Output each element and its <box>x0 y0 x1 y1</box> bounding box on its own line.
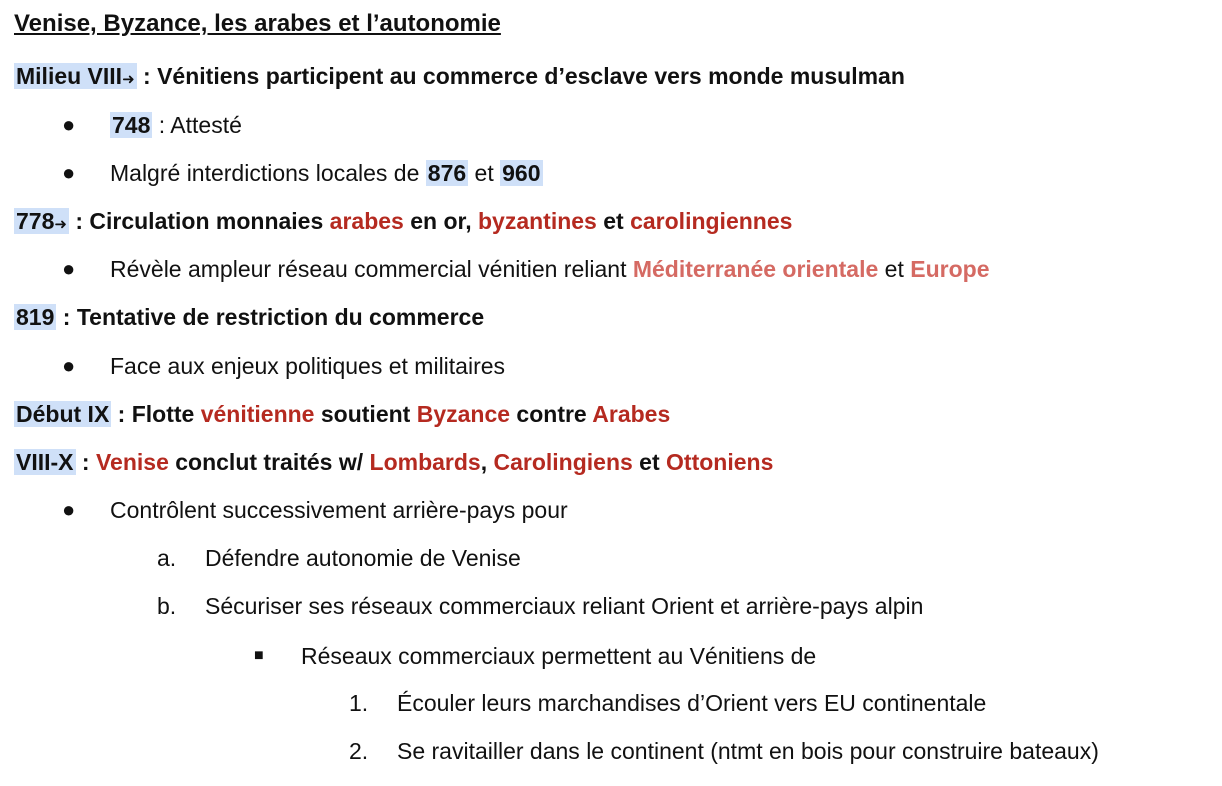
list-item: a. Défendre autonomie de Venise <box>157 545 521 571</box>
date-highlight: Milieu VIII➜ <box>16 63 135 89</box>
date-highlight: Début IX <box>16 401 110 427</box>
bullet-icon: ● <box>62 256 76 281</box>
arrow-icon: ➜ <box>54 216 67 233</box>
square-bullet-icon: ■ <box>254 647 264 664</box>
heading-viii-x: VIII-X : Venise conclut traités w/ Lombards, Carolingiens et Ottoniens <box>16 449 774 475</box>
bullet-icon: ● <box>62 160 76 185</box>
date-highlight: VIII-X <box>16 449 74 475</box>
list-marker: 1. <box>349 690 369 716</box>
date-highlight: 960 <box>502 160 541 186</box>
bullet-icon: ● <box>62 112 76 137</box>
document-title: Venise, Byzance, les arabes et l’autonomie <box>14 10 501 37</box>
date-highlight: 778➜ <box>16 208 67 234</box>
list-item: ● Face aux enjeux politiques et militaires <box>62 353 506 379</box>
list-item: ● Contrôlent successivement arrière-pays pour <box>62 497 568 523</box>
list-marker: 2. <box>349 738 369 764</box>
list-item: ● Révèle ampleur réseau commercial vénitien reliant Méditerranée orientale et Europe <box>62 256 990 282</box>
heading-milieu-viii: Milieu VIII➜ : Vénitiens participent au commerce d’esclave vers monde musulman <box>16 63 905 89</box>
arrow-icon: ➜ <box>122 71 135 88</box>
heading-debut-ix: Début IX : Flotte vénitienne soutient Byzance contre Arabes <box>16 401 671 427</box>
date-highlight: 748 <box>112 112 151 138</box>
bullet-icon: ● <box>62 353 76 378</box>
list-item: b. Sécuriser ses réseaux commerciaux reliant Orient et arrière-pays alpin <box>157 593 924 619</box>
list-marker: a. <box>157 545 177 571</box>
list-item: ● Malgré interdictions locales de 876 et 960 <box>62 160 541 186</box>
list-item: ■ Réseaux commerciaux permettent au Vénitiens de <box>254 643 817 669</box>
list-marker: b. <box>157 593 177 619</box>
bullet-icon: ● <box>62 497 76 522</box>
list-item: ● 748 : Attesté <box>62 112 242 138</box>
date-highlight: 876 <box>427 160 467 186</box>
heading-778: 778➜ : Circulation monnaies arabes en or, byzantines et carolingiennes <box>16 208 793 234</box>
list-item: 2. Se ravitailler dans le continent (ntmt en bois pour construire bateaux) <box>349 738 1099 764</box>
date-highlight: 819 <box>16 304 55 330</box>
list-item: 1. Écouler leurs marchandises d’Orient vers EU continentale <box>349 690 987 716</box>
heading-819: 819 : Tentative de restriction du commerce <box>16 304 485 330</box>
